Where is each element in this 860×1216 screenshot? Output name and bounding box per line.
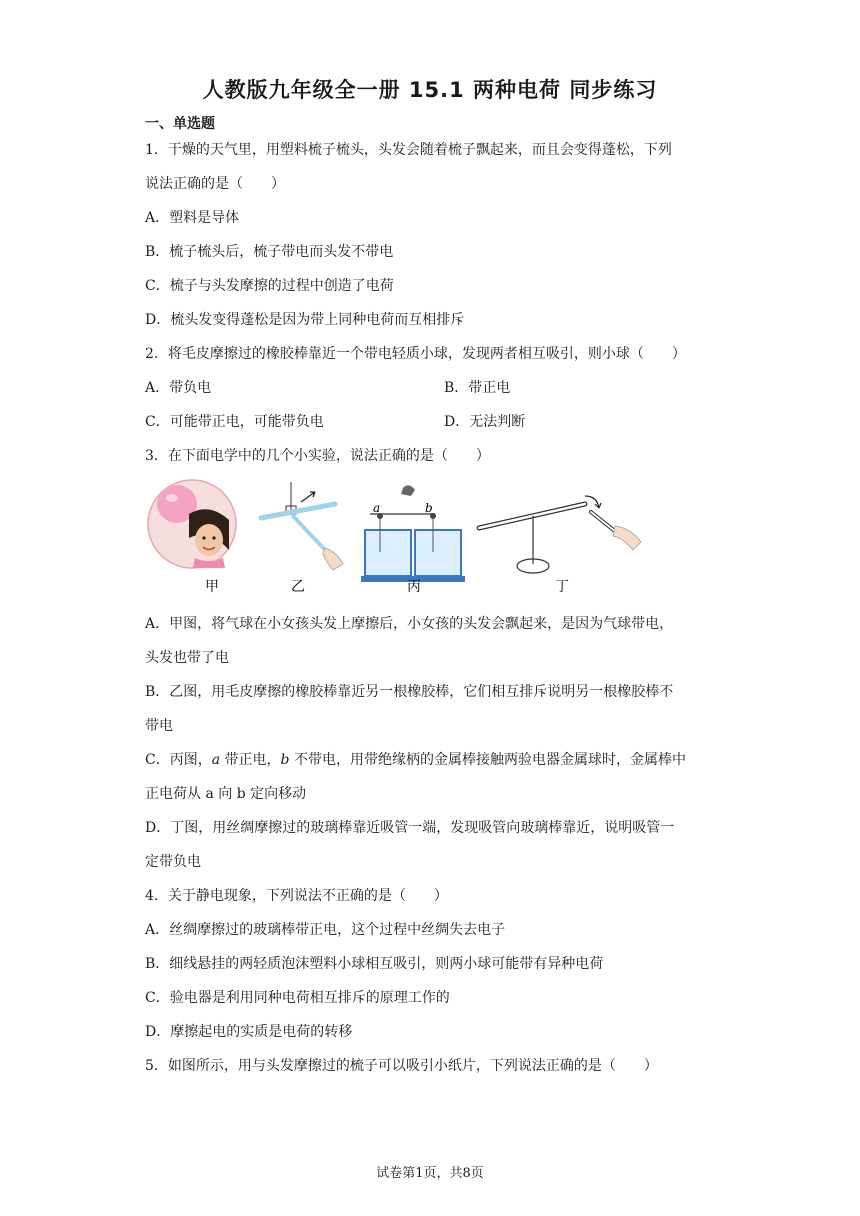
q2-option-a: A．带负电 xyxy=(145,380,212,396)
page-title: 人教版九年级全一册 15.1 两种电荷 同步练习 xyxy=(202,78,658,102)
girl-balloon-illustration xyxy=(148,480,236,568)
q3-experiment-figure xyxy=(145,478,650,598)
q3-c-part: 不带电，用带绝缘柄的金属棒接触两验电器金属球时，金属棒中 xyxy=(289,752,686,768)
q1-option-d: D．梳头发变得蓬松是因为带上同种电荷而互相排斥 xyxy=(145,312,465,328)
q4-option-c: C．验电器是利用同种电荷相互排斥的原理工作的 xyxy=(145,990,450,1006)
q3-c-part: C．丙图， xyxy=(145,752,212,768)
q4-option-b: B．细线悬挂的两轻质泡沫塑料小球相互吸引，则两小球可能带有异种电荷 xyxy=(145,956,604,972)
q3-option-b-line-2: 带电 xyxy=(145,718,173,734)
hanging-rod-illustration xyxy=(261,482,343,570)
q3-stem: 3．在下面电学中的几个小实验，说法正确的是（ ） xyxy=(145,448,490,464)
q4-option-d: D．摩擦起电的实质是电荷的转移 xyxy=(145,1024,353,1040)
q3-option-b-line-1: B．乙图，用毛皮摩擦的橡胶棒靠近另一根橡胶棒，它们相互排斥说明另一根橡胶棒不 xyxy=(145,684,674,700)
q1-option-c: C．梳子与头发摩擦的过程中创造了电荷 xyxy=(145,278,394,294)
figure-label-yi: 乙 xyxy=(291,579,305,595)
page-footer: 试卷第1页，共8页 xyxy=(376,1166,484,1181)
experiment-illustrations xyxy=(145,478,650,598)
figure-label-jia: 甲 xyxy=(205,579,219,595)
q4-stem: 4．关于静电现象，下列说法不正确的是（ ） xyxy=(145,888,448,904)
q2-option-b: B．带正电 xyxy=(444,380,511,396)
electroscopes-illustration xyxy=(361,485,465,582)
q3-option-d-line-2: 定带负电 xyxy=(145,854,201,870)
q3-option-a-line-2: 头发也带了电 xyxy=(145,650,229,666)
q2-option-c: C．可能带正电，可能带负电 xyxy=(145,414,324,430)
q3-option-c-line-2: 正电荷从 a 向 b 定向移动 xyxy=(145,786,307,802)
q1-stem-line-1: 1．干燥的天气里，用塑料梳子梳头，头发会随着梳子飘起来，而且会变得蓬松，下列 xyxy=(145,142,672,158)
q2-stem: 2．将毛皮摩擦过的橡胶棒靠近一个带电轻质小球，发现两者相互吸引，则小球（ ） xyxy=(145,346,686,362)
figure-label-bing: 丙 xyxy=(407,579,421,595)
section-heading: 一、单选题 xyxy=(145,116,215,132)
straw-stand-illustration xyxy=(479,496,641,573)
q1-stem-line-2: 说法正确的是（ ） xyxy=(145,176,285,192)
q3-c-var-a: a xyxy=(211,752,221,768)
q3-c-var-b: b xyxy=(280,752,290,768)
label-b: b xyxy=(425,501,433,515)
label-a: a xyxy=(373,501,381,515)
q3-option-d-line-1: D．丁图，用丝绸摩擦过的玻璃棒靠近吸管一端，发现吸管向玻璃棒靠近，说明吸管一 xyxy=(145,820,675,836)
q5-stem: 5．如图所示，用与头发摩擦过的梳子可以吸引小纸片，下列说法正确的是（ ） xyxy=(145,1058,658,1074)
figure-label-ding: 丁 xyxy=(555,579,569,595)
q1-option-b: B．梳子梳头后，梳子带电而头发不带电 xyxy=(145,244,394,260)
q2-option-d: D．无法判断 xyxy=(444,414,526,430)
q3-c-part: 带正电， xyxy=(220,752,281,768)
q3-option-c-line-1 xyxy=(145,750,686,770)
q1-option-a: A．塑料是导体 xyxy=(145,210,240,226)
q3-option-a-line-1: A．甲图，将气球在小女孩头发上摩擦后，小女孩的头发会飘起来，是因为气球带电， xyxy=(145,616,674,632)
q4-option-a: A．丝绸摩擦过的玻璃棒带正电，这个过程中丝绸失去电子 xyxy=(145,922,506,938)
